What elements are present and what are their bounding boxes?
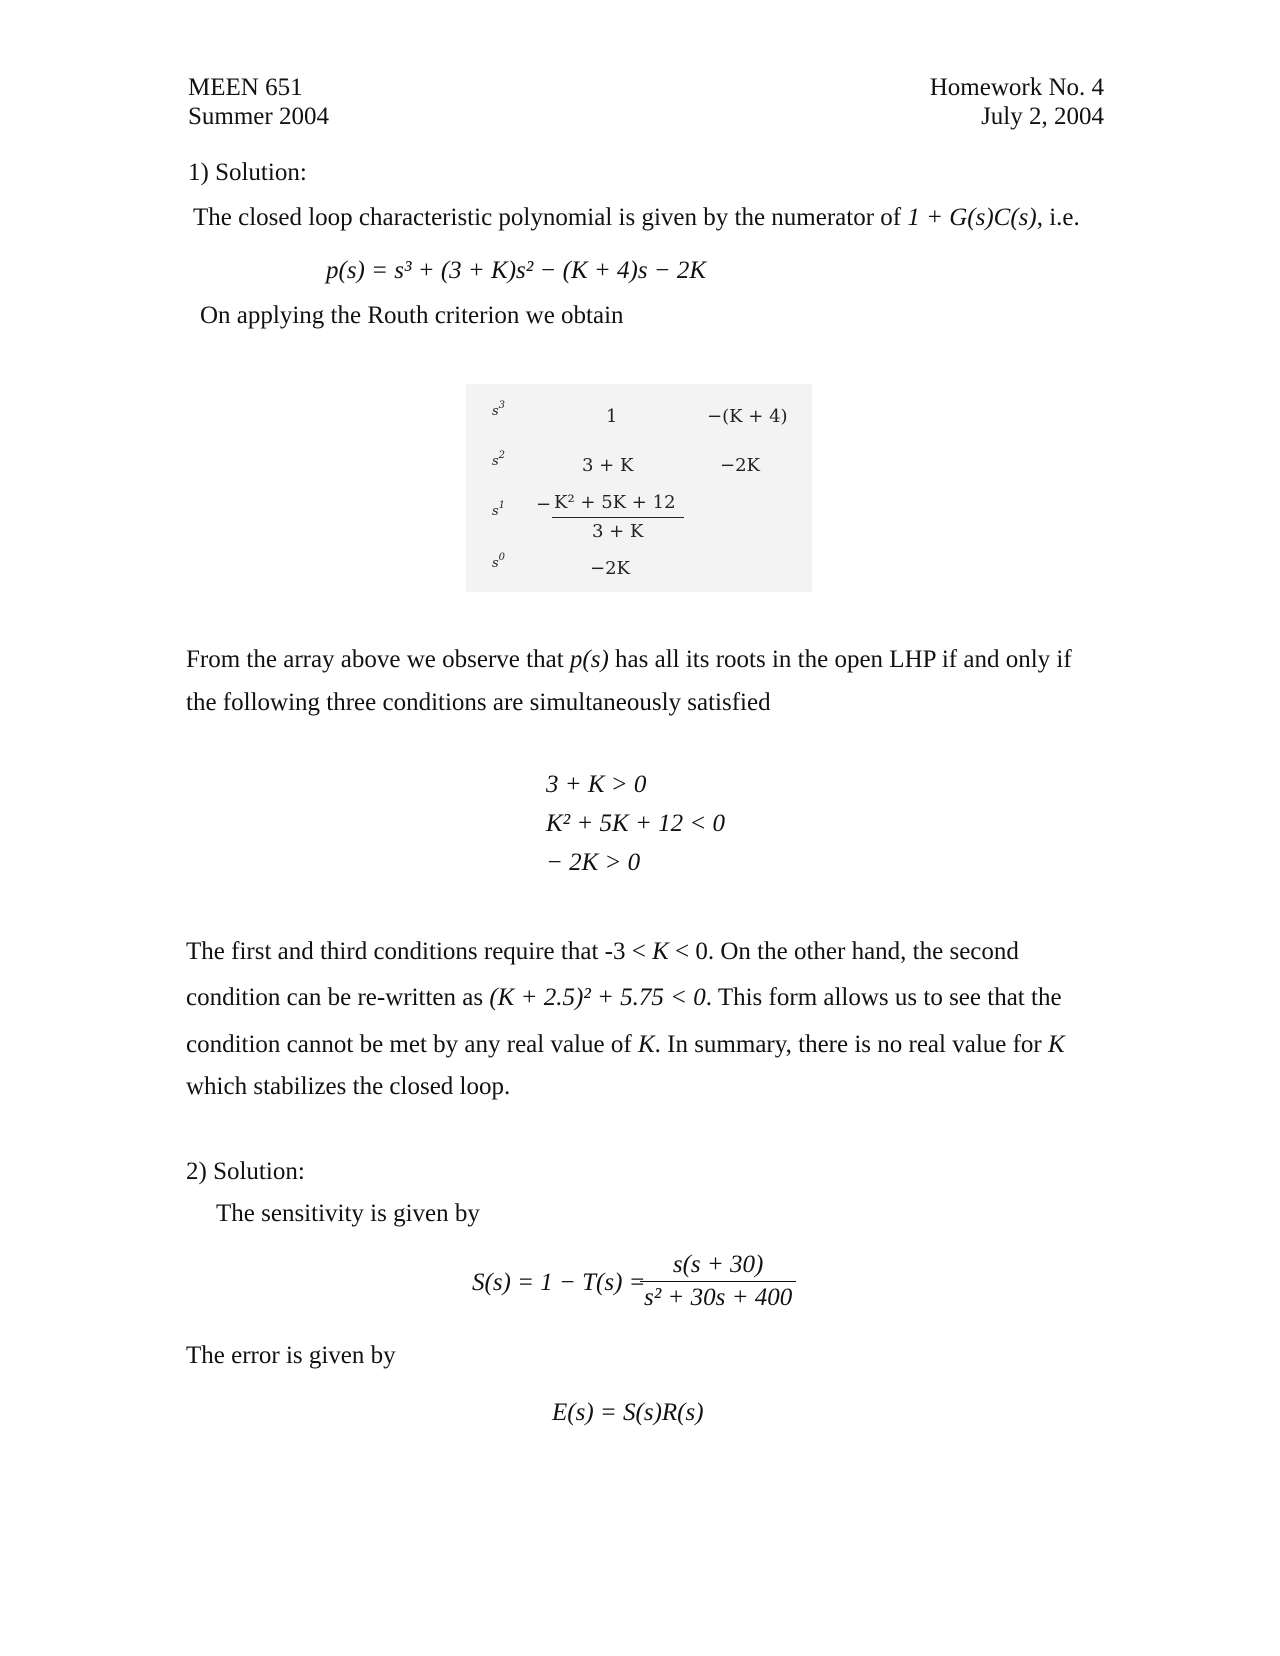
problem2-heading: 2) Solution: (186, 1158, 305, 1185)
condition-2: K² + 5K + 12 < 0 (546, 810, 725, 837)
conclusion-line-1: The first and third conditions require that -3 < K < 0. On the other hand, the second (186, 938, 1019, 965)
condition-1: 3 + K > 0 (546, 771, 647, 798)
sensitivity-equation-lhs: S(s) = 1 − T(s) = (472, 1269, 646, 1296)
routh-s1-sign: − (536, 494, 552, 515)
header-left (188, 73, 329, 131)
observation-expression: p(s) (569, 646, 609, 673)
intro-tail: , i.e. (1036, 204, 1080, 231)
problem1-heading: 1) Solution: (188, 159, 307, 186)
sensitivity-fraction (640, 1251, 796, 1312)
routh-s2-col2: −2K (720, 455, 760, 476)
course-code: MEEN 651 (188, 74, 303, 101)
error-equation: E(s) = S(s)R(s) (552, 1399, 704, 1426)
term: Summer 2004 (188, 103, 329, 130)
conclusion-line-2: condition can be re-written as (K + 2.5)² + 5.75 < 0. This form allows us to see that the (186, 984, 1062, 1011)
conclusion-line-3: condition cannot be met by any real value of K. In summary, there is no real value for K (186, 1031, 1065, 1058)
assignment-title: Homework No. 4 (929, 74, 1104, 101)
routh-s3-col2: −(K + 4) (707, 406, 788, 427)
problem1-intro (193, 203, 1080, 233)
sensitivity-intro: The sensitivity is given by (216, 1200, 480, 1227)
observation-line-1: From the array above we observe that p(s) has all its roots in the open LHP if and only if (186, 646, 1072, 673)
header-right (930, 73, 1104, 131)
assignment-date: July 2, 2004 (981, 103, 1104, 130)
routh-s0-col1: −2K (590, 558, 630, 579)
observation-line-2: the following three conditions are simultaneously satisfied (186, 689, 771, 716)
sensitivity-numerator: s(s + 30) (640, 1251, 796, 1282)
characteristic-polynomial: p(s) = s³ + (3 + K)s² − (K + 4)s − 2K (326, 257, 707, 284)
condition-3: − 2K > 0 (546, 849, 641, 876)
routh-s3-col1: 1 (606, 406, 618, 427)
routh-power-s2: $s^2$ (492, 450, 506, 469)
routh-s2-col1: 3 + K (582, 455, 634, 476)
conclusion-line-4: which stabilizes the closed loop. (186, 1073, 511, 1100)
routh-power-s3: $s^3$ (492, 400, 506, 419)
routh-power-s0: $s^0$ (492, 552, 506, 571)
sensitivity-denominator: s² + 30s + 400 (644, 1284, 793, 1311)
routh-s1-denominator: 3 + K (592, 521, 644, 542)
intro-text: The closed loop characteristic polynomial is given by the numerator of (193, 204, 902, 231)
routh-intro: On applying the Routh criterion we obtain (200, 302, 624, 329)
routh-s1-numerator: K² + 5K + 12 (554, 492, 676, 513)
error-intro: The error is given by (186, 1342, 396, 1369)
routh-s1-fraction-bar (552, 517, 684, 518)
rewritten-condition: (K + 2.5)² + 5.75 < 0 (489, 984, 706, 1011)
routh-power-s1: $s^1$ (492, 500, 506, 519)
routh-array (466, 384, 812, 592)
intro-expression: 1 + G(s)C(s) (907, 204, 1037, 231)
